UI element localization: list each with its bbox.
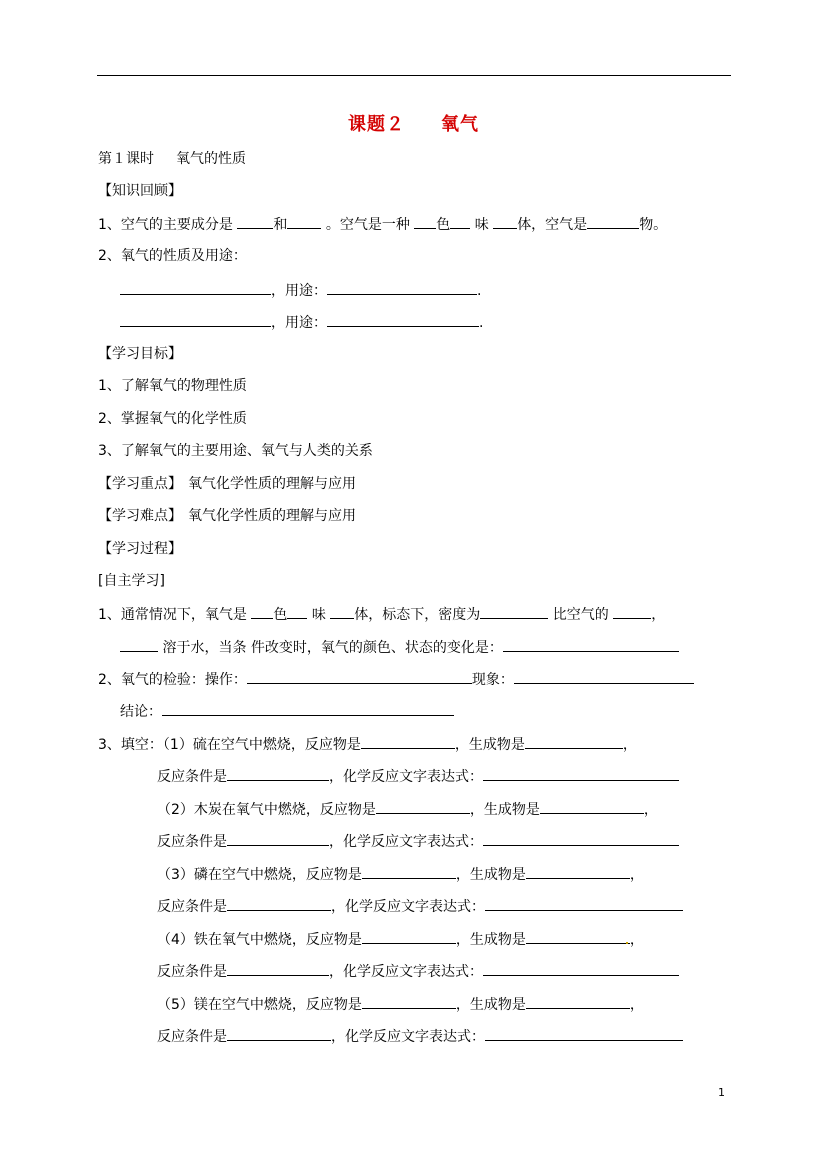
blank[interactable] <box>526 994 630 1009</box>
blank[interactable] <box>503 637 679 652</box>
blank[interactable] <box>376 799 470 814</box>
blank[interactable] <box>237 214 273 229</box>
blank[interactable] <box>493 214 517 229</box>
blank[interactable] <box>485 896 683 911</box>
title-name: 氧气 <box>441 114 479 135</box>
blank[interactable] <box>587 214 639 229</box>
property-use-row: ，用途： . <box>120 312 483 333</box>
oxygen-test-conclusion: 结论： <box>120 701 454 722</box>
blank[interactable] <box>227 961 329 976</box>
oxygen-test-question: 2、氧气的检验：操作： 现象： <box>98 669 694 690</box>
blank[interactable] <box>120 312 271 327</box>
combustion-question: （3）磷在空气中燃烧，反应物是 ，生成物是 ， <box>157 864 644 885</box>
lesson-number: 第１课时 <box>98 151 154 167</box>
blank[interactable] <box>330 604 354 619</box>
goals-heading: 【学习目标】 <box>98 346 182 362</box>
blank[interactable] <box>227 766 329 781</box>
self-study-heading: [自主学习] <box>98 573 165 589</box>
blank[interactable] <box>480 604 548 619</box>
physical-property-question: 1、通常情况下，氧气是 色 味 体，标态下，密度为 比空气的 ， <box>98 604 665 625</box>
combustion-condition-row: 反应条件是 ，化学反应文字表达式： <box>157 896 683 917</box>
review-heading: 【知识回顾】 <box>98 183 182 199</box>
title-prefix: 课题２ <box>348 114 405 135</box>
goal-item: 3、了解氧气的主要用途、氧气与人类的关系 <box>98 443 373 459</box>
combustion-condition-row: 反应条件是 ，化学反应文字表达式： <box>157 831 679 852</box>
blank[interactable] <box>485 1026 683 1041</box>
blank[interactable] <box>162 701 454 716</box>
combustion-question: （2）木炭在氧气中燃烧，反应物是 ，生成物是 ， <box>157 799 658 820</box>
blank[interactable] <box>526 929 630 944</box>
difficulty-line: 【学习难点】 氧气化学性质的理解与应用 <box>98 508 356 524</box>
blank[interactable] <box>414 214 436 229</box>
blank[interactable] <box>526 864 630 879</box>
blank[interactable] <box>540 799 644 814</box>
combustion-question: 3、填空：（1）硫在空气中燃烧，反应物是 ，生成物是 ， <box>98 734 637 755</box>
blank[interactable] <box>483 961 679 976</box>
combustion-question: （5）镁在空气中燃烧，反应物是 ，生成物是 ， <box>157 994 644 1015</box>
blank[interactable] <box>327 312 479 327</box>
key-point-line: 【学习重点】 氧气化学性质的理解与应用 <box>98 476 356 492</box>
blank[interactable] <box>514 669 694 684</box>
page-number: 1 <box>718 1086 725 1099</box>
combustion-condition-row: 反应条件是 ，化学反应文字表达式： <box>157 766 679 787</box>
blank[interactable] <box>525 734 623 749</box>
blank[interactable] <box>361 734 455 749</box>
blank[interactable] <box>362 994 456 1009</box>
combustion-question: （4）铁在氧气中燃烧，反应物是 ，生成物是 ， <box>157 929 644 950</box>
goal-item: 2、掌握氧气的化学性质 <box>98 411 247 427</box>
blank[interactable] <box>287 604 307 619</box>
blank[interactable] <box>450 214 470 229</box>
lesson-line <box>98 149 246 169</box>
blank[interactable] <box>327 280 477 295</box>
blank[interactable] <box>613 604 651 619</box>
blank[interactable] <box>287 214 321 229</box>
blank[interactable] <box>362 864 456 879</box>
page-title <box>0 110 827 136</box>
blank[interactable] <box>483 831 679 846</box>
physical-property-question-cont: 溶于水，当条 件改变时，氧气的颜色、状态的变化是： <box>120 637 679 658</box>
review-question-2: 2、氧气的性质及用途： <box>98 248 247 264</box>
process-heading: 【学习过程】 <box>98 541 182 557</box>
blank[interactable] <box>247 669 472 684</box>
blank[interactable] <box>227 1026 331 1041</box>
property-use-row: ，用途： . <box>120 280 481 301</box>
header-rule <box>97 75 731 76</box>
blank[interactable] <box>227 896 331 911</box>
lesson-topic: 氧气的性质 <box>176 151 246 167</box>
combustion-condition-row: 反应条件是 ，化学反应文字表达式： <box>157 1026 683 1047</box>
combustion-condition-row: 反应条件是 ，化学反应文字表达式： <box>157 961 679 982</box>
review-question-1: 1、空气的主要成分是 和 。空气是一种 色 味 体，空气是 物。 <box>98 214 667 235</box>
blank[interactable] <box>120 637 158 652</box>
blank[interactable] <box>251 604 273 619</box>
blank[interactable] <box>483 766 679 781</box>
ink-speck <box>626 942 628 944</box>
blank[interactable] <box>227 831 329 846</box>
goal-item: 1、了解氧气的物理性质 <box>98 378 247 394</box>
blank[interactable] <box>120 280 271 295</box>
blank[interactable] <box>362 929 456 944</box>
